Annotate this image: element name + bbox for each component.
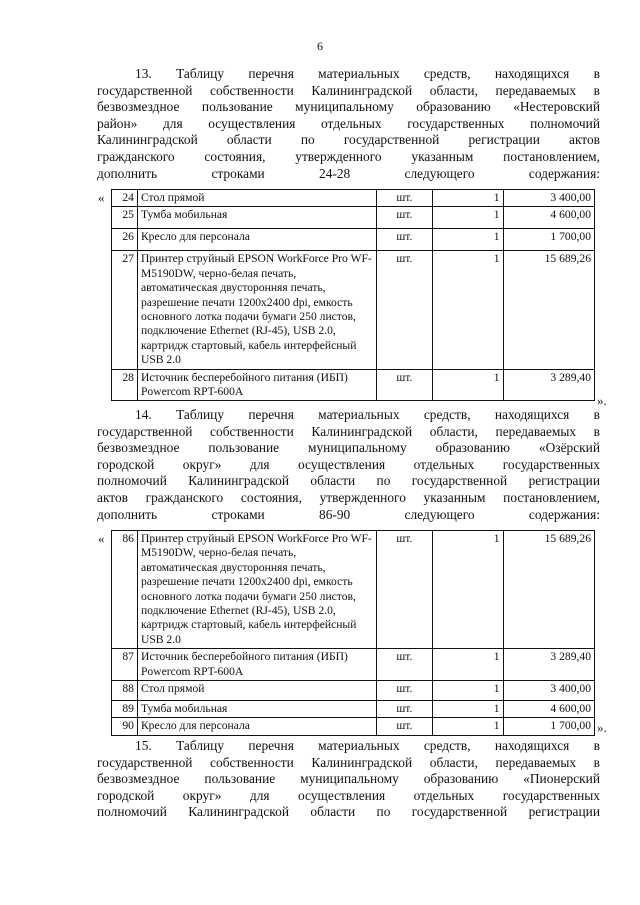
item-price: 1 700,00 <box>503 229 594 251</box>
item-unit: шт. <box>376 701 432 718</box>
item-price: 4 600,00 <box>503 701 594 718</box>
table-row <box>112 369 595 401</box>
item-price: 3 289,40 <box>503 649 594 681</box>
row-number: 90 <box>112 718 138 735</box>
item-name: Тумба мобильная <box>137 701 376 718</box>
paragraph-line: 15. Таблицу перечня материальных средств, находящихся в <box>135 738 600 753</box>
table2 <box>111 530 595 736</box>
item-price: 1 700,00 <box>503 718 594 735</box>
item-quantity: 1 <box>432 718 503 735</box>
table-row <box>112 649 595 681</box>
paragraph-line: безвозмездное пользование муниципальному образованию «Пионерский <box>97 771 600 787</box>
paragraph-line: Калининградской области по государственной регистрации актов <box>97 132 600 148</box>
row-number: 89 <box>112 701 138 718</box>
table-row <box>112 251 595 369</box>
item-quantity: 1 <box>432 649 503 681</box>
paragraph-14 <box>97 407 600 523</box>
item-quantity: 1 <box>432 681 503 701</box>
paragraph-line: актов гражданского состояния, утвержденного указанным постановлением, <box>97 489 600 505</box>
paragraph-line: дополнить строками 86-90 следующего содержания: <box>97 506 600 522</box>
row-number: 87 <box>112 649 138 681</box>
paragraph-line: дополнить строками 24-28 следующего содержания: <box>97 165 600 181</box>
paragraph-line: 14. Таблицу перечня материальных средств, находящихся в <box>135 407 600 422</box>
item-name: Принтер струйный EPSON WorkForce Pro WF-M5190DW, черно-белая печать, автоматическая двусторонняя печать, разрешение печати 1200x2400 dpi, емкость основного лотка подачи бумаги 250 листов, подключение Ethernet (RJ-45), USB 2.0, картридж стартовый, кабель интерфейсный USB 2.0 <box>137 531 376 649</box>
paragraph-line: государственной собственности Калининградской области, передаваемых в <box>97 754 600 770</box>
item-unit: шт. <box>376 251 432 369</box>
paragraph-13 <box>97 66 600 182</box>
paragraph-line: государственной собственности Калининградской области, передаваемых в <box>97 82 600 98</box>
item-name: Стол прямой <box>137 681 376 701</box>
item-price: 3 400,00 <box>503 190 594 207</box>
paragraph-line: безвозмездное пользование муниципальному образованию «Озёрский <box>97 440 600 456</box>
table2-open-quote: « <box>98 531 105 546</box>
item-name: Стол прямой <box>137 190 376 207</box>
paragraph-line: городской округ» для осуществления отдельных государственных <box>97 456 600 472</box>
item-price: 3 400,00 <box>503 681 594 701</box>
row-number: 25 <box>112 207 138 229</box>
paragraph-line: 13. Таблицу перечня материальных средств, находящихся в <box>135 66 600 81</box>
item-name: Принтер струйный EPSON WorkForce Pro WF-M5190DW, черно-белая печать, автоматическая двусторонняя печать, разрешение печати 1200x2400 dpi, емкость основного лотка подачи бумаги 250 листов, подключение Ethernet (RJ-45), USB 2.0, картридж стартовый, кабель интерфейсный USB 2.0 <box>137 251 376 369</box>
item-unit: шт. <box>376 681 432 701</box>
table-row <box>112 718 595 735</box>
item-unit: шт. <box>376 207 432 229</box>
item-name: Источник бесперебойного питания (ИБП) Powercom RPT-600A <box>137 369 376 401</box>
paragraph-line: безвозмездное пользование муниципальному образованию «Нестеровский <box>97 99 600 115</box>
table-row <box>112 207 595 229</box>
table-row <box>112 681 595 701</box>
item-quantity: 1 <box>432 229 503 251</box>
paragraph-line: полномочий Калининградской области по государственной регистрации <box>97 473 600 489</box>
row-number: 27 <box>112 251 138 369</box>
row-number: 88 <box>112 681 138 701</box>
row-number: 24 <box>112 190 138 207</box>
row-number: 28 <box>112 369 138 401</box>
item-quantity: 1 <box>432 251 503 369</box>
table2-close-quote: ». <box>597 720 607 735</box>
paragraph-line: гражданского состояния, утвержденного указанным постановлением, <box>97 148 600 164</box>
item-unit: шт. <box>376 190 432 207</box>
paragraph-line: городской округ» для осуществления отдельных государственных <box>97 787 600 803</box>
page-number: 6 <box>317 39 323 53</box>
item-name: Кресло для персонала <box>137 718 376 735</box>
item-price: 15 689,26 <box>503 531 594 649</box>
item-unit: шт. <box>376 369 432 401</box>
row-number: 26 <box>112 229 138 251</box>
item-unit: шт. <box>376 229 432 251</box>
table-row <box>112 531 595 649</box>
item-name: Источник бесперебойного питания (ИБП) Powercom RPT-600A <box>137 649 376 681</box>
item-unit: шт. <box>376 531 432 649</box>
table-row <box>112 229 595 251</box>
table1-close-quote: ». <box>597 393 607 408</box>
item-price: 4 600,00 <box>503 207 594 229</box>
paragraph-15 <box>97 738 600 821</box>
item-price: 3 289,40 <box>503 369 594 401</box>
paragraph-line: государственной собственности Калининградской области, передаваемых в <box>97 423 600 439</box>
table-row <box>112 190 595 207</box>
table-row <box>112 701 595 718</box>
item-quantity: 1 <box>432 701 503 718</box>
item-name: Кресло для персонала <box>137 229 376 251</box>
item-unit: шт. <box>376 718 432 735</box>
paragraph-line: район» для осуществления отдельных государственных полномочий <box>97 115 600 131</box>
item-quantity: 1 <box>432 531 503 649</box>
item-quantity: 1 <box>432 190 503 207</box>
item-price: 15 689,26 <box>503 251 594 369</box>
row-number: 86 <box>112 531 138 649</box>
item-unit: шт. <box>376 649 432 681</box>
item-name: Тумба мобильная <box>137 207 376 229</box>
item-quantity: 1 <box>432 369 503 401</box>
item-quantity: 1 <box>432 207 503 229</box>
paragraph-line: полномочий Калининградской области по государственной регистрации <box>97 804 600 820</box>
table1 <box>111 189 595 401</box>
table1-open-quote: « <box>98 190 105 205</box>
